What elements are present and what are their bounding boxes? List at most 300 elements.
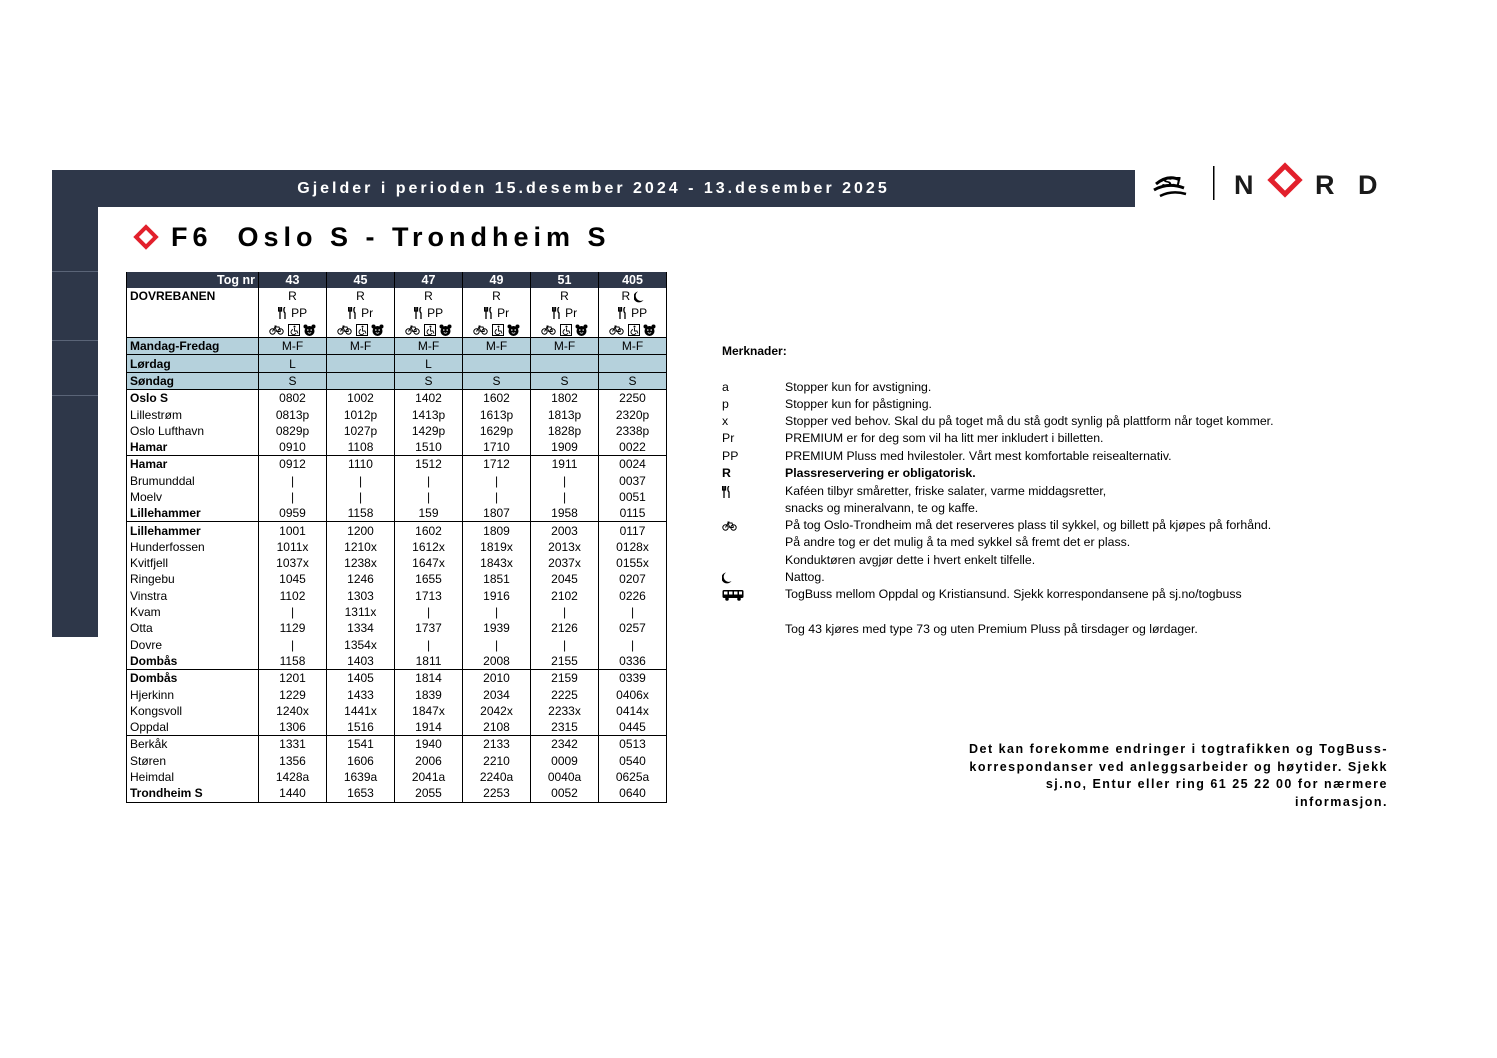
departure-time: 1428a	[259, 769, 327, 785]
disclaimer-line: Det kan forekomme endringer i togtrafikken og TogBuss-	[968, 742, 1388, 756]
station-name: Kvam	[127, 604, 259, 620]
departure-time: 1512	[395, 456, 463, 473]
route-title-text: F6 Oslo S - Trondheim S	[171, 221, 611, 252]
table-row	[127, 620, 667, 636]
departure-time: |	[531, 489, 599, 505]
departure-time: 1712	[463, 456, 531, 473]
days-value	[327, 355, 395, 372]
departure-time: 2102	[531, 588, 599, 604]
departure-time: 1001	[259, 522, 327, 539]
departure-time: 1710	[463, 439, 531, 456]
departure-time: 1939	[463, 620, 531, 636]
table-row	[127, 637, 667, 653]
class-cell	[531, 305, 599, 321]
departure-time: |	[531, 473, 599, 489]
train-number: 405	[599, 272, 667, 288]
class-cell	[327, 305, 395, 321]
departure-time: 0912	[259, 456, 327, 473]
empty-cell	[127, 305, 259, 321]
departure-time: 0829p	[259, 423, 327, 439]
table-row	[127, 703, 667, 719]
departure-time: 1819x	[463, 539, 531, 555]
days-value: S	[599, 372, 667, 389]
table-row	[127, 555, 667, 571]
departure-time: 1102	[259, 588, 327, 604]
side-separator	[52, 340, 98, 341]
disclaimer-line: sj.no, Entur eller ring 61 25 22 00 for nærmere	[1045, 777, 1388, 791]
reservation-cell	[531, 288, 599, 304]
note-text: På andre tog er det mulig å ta med sykkel så fremt det er plass.	[785, 535, 1131, 549]
note-text: Plassreservering er obligatorisk.	[785, 466, 976, 480]
facility-row	[127, 321, 667, 338]
departure-time: |	[599, 637, 667, 653]
departure-time: 2037x	[531, 555, 599, 571]
departure-time: 1606	[327, 753, 395, 769]
table-row	[127, 753, 667, 769]
departure-time: 1807	[463, 505, 531, 522]
departure-time: 0640	[599, 785, 667, 802]
family-icon	[439, 322, 452, 336]
departure-time: 1909	[531, 439, 599, 456]
empty-cell	[127, 321, 259, 338]
note-key: R	[722, 466, 731, 480]
departure-time: 1602	[395, 522, 463, 539]
departure-time: 1602	[463, 390, 531, 407]
station-name: Berkåk	[127, 736, 259, 753]
departure-time: 1011x	[259, 539, 327, 555]
facility-cell	[599, 321, 667, 338]
departure-time: 1238x	[327, 555, 395, 571]
train-number: 45	[327, 272, 395, 288]
operating-days-row	[127, 355, 667, 372]
wheelchair-icon	[424, 322, 436, 336]
nord-diamond-icon	[1271, 166, 1299, 194]
departure-time: 2253	[463, 785, 531, 802]
departure-time: |	[531, 637, 599, 653]
class-code: PP	[427, 305, 444, 320]
departure-time: 2250	[599, 390, 667, 407]
departure-time: 0022	[599, 439, 667, 456]
departure-time: |	[327, 473, 395, 489]
departure-time: 1847x	[395, 703, 463, 719]
nord-wordmark	[1234, 166, 1378, 200]
departure-time: 0910	[259, 439, 327, 456]
family-icon	[371, 322, 384, 336]
station-name: Dovre	[127, 637, 259, 653]
departure-time: 1914	[395, 719, 463, 736]
station-name: Lillestrøm	[127, 406, 259, 422]
days-value	[327, 372, 395, 389]
departure-time: 1200	[327, 522, 395, 539]
reservation-cell	[327, 288, 395, 304]
departure-time: 1541	[327, 736, 395, 753]
days-value: M-F	[327, 338, 395, 355]
departure-time: 0959	[259, 505, 327, 522]
departure-time: |	[531, 604, 599, 620]
bicycle-icon	[609, 322, 624, 336]
svg-text:R: R	[1315, 170, 1335, 200]
departure-time: 1403	[327, 653, 395, 670]
table-row	[127, 670, 667, 687]
departure-time: 1158	[327, 505, 395, 522]
note-text: snacks og mineralvann, te og kaffe.	[785, 501, 979, 515]
departure-time: 2034	[463, 686, 531, 702]
table-row	[127, 423, 667, 439]
departure-time: |	[259, 489, 327, 505]
table-row	[127, 489, 667, 505]
days-label: Lørdag	[127, 355, 259, 372]
moon-icon	[634, 289, 644, 303]
facility-cell	[327, 321, 395, 338]
reservation-code: R	[621, 289, 631, 304]
departure-time: 2041a	[395, 769, 463, 785]
restaurant-icon	[552, 306, 562, 320]
wheelchair-icon	[628, 322, 640, 336]
departure-time: 1402	[395, 390, 463, 407]
station-name: Kvitfjell	[127, 555, 259, 571]
departure-time: 1045	[259, 571, 327, 587]
bicycle-icon	[541, 322, 556, 336]
class-code: PP	[291, 305, 308, 320]
departure-time: 1334	[327, 620, 395, 636]
train-number: 47	[395, 272, 463, 288]
restaurant-icon	[348, 306, 358, 320]
operating-days-row	[127, 372, 667, 389]
departure-time: 1814	[395, 670, 463, 687]
departure-time: 1246	[327, 571, 395, 587]
departure-time: 2126	[531, 620, 599, 636]
departure-time: |	[259, 473, 327, 489]
table-row	[127, 719, 667, 736]
departure-time: 0052	[531, 785, 599, 802]
departure-time: 159	[395, 505, 463, 522]
train-number: 43	[259, 272, 327, 288]
departure-time: 1441x	[327, 703, 395, 719]
days-value: S	[259, 372, 327, 389]
departure-time: 1429p	[395, 423, 463, 439]
days-value	[463, 355, 531, 372]
departure-time: 1354x	[327, 637, 395, 653]
days-label: Mandag-Fredag	[127, 338, 259, 355]
departure-time: 0226	[599, 588, 667, 604]
departure-time: 2133	[463, 736, 531, 753]
departure-time: 1612x	[395, 539, 463, 555]
station-name: Lillehammer	[127, 505, 259, 522]
reservation-cell	[259, 288, 327, 304]
departure-time: 1713	[395, 588, 463, 604]
station-name: Dombås	[127, 670, 259, 687]
family-icon	[643, 322, 656, 336]
train-number-row	[127, 272, 667, 288]
line-name: DOVREBANEN	[127, 288, 259, 304]
wheelchair-icon	[356, 322, 368, 336]
family-icon	[507, 322, 520, 336]
departure-time: 2006	[395, 753, 463, 769]
note-text: PREMIUM Pluss med hvilestoler. Vårt mest komfortable reisealternativ.	[785, 449, 1172, 463]
route-title	[133, 219, 611, 255]
departure-time: 2338p	[599, 423, 667, 439]
departure-time: 0336	[599, 653, 667, 670]
class-code: Pr	[565, 305, 578, 320]
departure-time: 1655	[395, 571, 463, 587]
departure-time: 2010	[463, 670, 531, 687]
wheelchair-icon	[492, 322, 504, 336]
departure-time: 0117	[599, 522, 667, 539]
table-row	[127, 390, 667, 407]
table-row	[127, 686, 667, 702]
train-number: 51	[531, 272, 599, 288]
departure-time: 0414x	[599, 703, 667, 719]
departure-time: |	[395, 637, 463, 653]
family-icon	[575, 322, 588, 336]
sj-logo-mark	[1154, 174, 1186, 196]
reservation-cell	[599, 288, 667, 304]
departure-time: 0051	[599, 489, 667, 505]
departure-time: 0115	[599, 505, 667, 522]
restaurant-icon	[414, 306, 424, 320]
class-cell	[395, 305, 463, 321]
departure-time: 0128x	[599, 539, 667, 555]
departure-time: |	[395, 473, 463, 489]
days-value: M-F	[259, 338, 327, 355]
bicycle-icon	[337, 322, 352, 336]
departure-time: 2342	[531, 736, 599, 753]
station-name: Hjerkinn	[127, 686, 259, 702]
station-name: Lillehammer	[127, 522, 259, 539]
departure-time: 2320p	[599, 406, 667, 422]
days-value: S	[463, 372, 531, 389]
wheelchair-icon	[560, 322, 572, 336]
departure-time: 2008	[463, 653, 531, 670]
departure-time: 2003	[531, 522, 599, 539]
departure-time: 1158	[259, 653, 327, 670]
table-row	[127, 653, 667, 670]
departure-time: 1110	[327, 456, 395, 473]
note-text: PREMIUM er for deg som vil ha litt mer inkludert i billetten.	[785, 431, 1104, 445]
reservation-code: R	[492, 289, 501, 304]
table-row	[127, 522, 667, 539]
reservation-code: R	[560, 289, 569, 304]
departure-time: 0257	[599, 620, 667, 636]
station-name: Trondheim S	[127, 785, 259, 802]
disclaimer	[880, 741, 1388, 811]
facility-cell	[463, 321, 531, 338]
station-name: Otta	[127, 620, 259, 636]
departure-time: 2155	[531, 653, 599, 670]
reservation-cell	[463, 288, 531, 304]
departure-time: 0207	[599, 571, 667, 587]
side-separator	[52, 271, 98, 272]
wheelchair-icon	[288, 322, 300, 336]
note-text: Nattog.	[785, 570, 825, 584]
svg-text:SJ: SJ	[1162, 174, 1181, 191]
departure-time: 1613p	[463, 406, 531, 422]
departure-time: 2013x	[531, 539, 599, 555]
station-name: Dombås	[127, 653, 259, 670]
departure-time: 1958	[531, 505, 599, 522]
facility-cell	[259, 321, 327, 338]
departure-time: 1737	[395, 620, 463, 636]
restaurant-icon	[722, 484, 732, 498]
table-row	[127, 505, 667, 522]
departure-time: 1802	[531, 390, 599, 407]
days-value	[531, 355, 599, 372]
departure-time: 1229	[259, 686, 327, 702]
table-row	[127, 456, 667, 473]
days-value: M-F	[531, 338, 599, 355]
station-name: Heimdal	[127, 769, 259, 785]
departure-time: 1653	[327, 785, 395, 802]
departure-time: |	[259, 604, 327, 620]
departure-time: 1851	[463, 571, 531, 587]
departure-time: 1440	[259, 785, 327, 802]
departure-time: |	[395, 489, 463, 505]
departure-time: 0513	[599, 736, 667, 753]
departure-time: 1027p	[327, 423, 395, 439]
station-name: Vinstra	[127, 588, 259, 604]
table-row	[127, 571, 667, 587]
departure-time: 1303	[327, 588, 395, 604]
departure-time: 1639a	[327, 769, 395, 785]
departure-time: 0625a	[599, 769, 667, 785]
days-value	[599, 355, 667, 372]
departure-time: 1012p	[327, 406, 395, 422]
note-text: TogBuss mellom Oppdal og Kristiansund. Sjekk korrespondansene på sj.no/togbuss	[785, 587, 1242, 601]
bus-icon	[722, 587, 744, 601]
reservation-code: R	[356, 289, 365, 304]
nord-diamond-icon	[133, 224, 159, 250]
validity-text: Gjelder i perioden 15.desember 2024 - 13.desember 2025	[297, 179, 890, 197]
station-name: Hamar	[127, 439, 259, 456]
timetable	[126, 272, 667, 803]
departure-time: 1813p	[531, 406, 599, 422]
departure-time: 0040a	[531, 769, 599, 785]
note-text: Stopper ved behov. Skal du på toget må du stå godt synlig på plattform når toget kommer.	[785, 414, 1274, 428]
station-name: Hunderfossen	[127, 539, 259, 555]
table-row	[127, 785, 667, 802]
class-cell	[259, 305, 327, 321]
departure-time: 1108	[327, 439, 395, 456]
departure-time: |	[463, 473, 531, 489]
table-row	[127, 439, 667, 456]
departure-time: 0540	[599, 753, 667, 769]
station-name: Brumunddal	[127, 473, 259, 489]
sj-nord-logo	[1150, 160, 1420, 208]
days-value: S	[531, 372, 599, 389]
departure-time: 1647x	[395, 555, 463, 571]
station-name: Ringebu	[127, 571, 259, 587]
bicycle-icon	[269, 322, 284, 336]
departure-time: 1839	[395, 686, 463, 702]
disclaimer-line: informasjon.	[1294, 794, 1388, 809]
departure-time: 1037x	[259, 555, 327, 571]
departure-time: 1510	[395, 439, 463, 456]
days-value: L	[395, 355, 463, 372]
class-row	[127, 305, 667, 321]
departure-time: 1629p	[463, 423, 531, 439]
departure-time: 1210x	[327, 539, 395, 555]
reservation-row	[127, 288, 667, 304]
bicycle-icon	[405, 322, 420, 336]
departure-time: 1911	[531, 456, 599, 473]
departure-time: |	[395, 604, 463, 620]
class-cell	[599, 305, 667, 321]
moon-icon	[722, 570, 732, 584]
station-name: Kongsvoll	[127, 703, 259, 719]
note-key: Pr	[722, 431, 735, 445]
table-row	[127, 473, 667, 489]
class-cell	[463, 305, 531, 321]
departure-time: |	[463, 489, 531, 505]
departure-time: 1413p	[395, 406, 463, 422]
departure-time: 1843x	[463, 555, 531, 571]
departure-time: 1433	[327, 686, 395, 702]
departure-time: 2108	[463, 719, 531, 736]
days-value: L	[259, 355, 327, 372]
disclaimer-line: korrespondanser ved anleggsarbeider og høytider. Sjekk	[969, 759, 1388, 774]
station-name: Oslo S	[127, 390, 259, 407]
facility-cell	[531, 321, 599, 338]
departure-time: 0009	[531, 753, 599, 769]
station-name: Oppdal	[127, 719, 259, 736]
table-row	[127, 769, 667, 785]
station-name: Hamar	[127, 456, 259, 473]
class-code: Pr	[497, 305, 510, 320]
svg-text:D: D	[1358, 170, 1378, 200]
departure-time: 2045	[531, 571, 599, 587]
class-code: Pr	[361, 305, 374, 320]
days-value: M-F	[395, 338, 463, 355]
departure-time: 0802	[259, 390, 327, 407]
table-row	[127, 588, 667, 604]
days-value: M-F	[599, 338, 667, 355]
note-text: Kaféen tilbyr småretter, friske salater, varme middagsretter,	[785, 484, 1107, 498]
note-text: Stopper kun for påstigning.	[785, 397, 932, 411]
side-separator	[52, 395, 98, 396]
departure-time: 1331	[259, 736, 327, 753]
restaurant-icon	[484, 306, 494, 320]
departure-time: 1201	[259, 670, 327, 687]
bicycle-icon	[722, 518, 737, 532]
note-text: Konduktøren avgjør dette i hvert enkelt tilfelle.	[785, 553, 1036, 567]
station-name: Støren	[127, 753, 259, 769]
departure-time: 2225	[531, 686, 599, 702]
departure-time: 1306	[259, 719, 327, 736]
departure-time: 0339	[599, 670, 667, 687]
departure-time: |	[259, 637, 327, 653]
svg-text:N: N	[1234, 170, 1254, 200]
train-number-label: Tog nr	[127, 272, 259, 288]
departure-time: |	[599, 604, 667, 620]
class-code: PP	[631, 305, 648, 320]
reservation-code: R	[288, 289, 297, 304]
departure-time: |	[327, 489, 395, 505]
departure-time: 0445	[599, 719, 667, 736]
validity-banner	[52, 170, 1135, 207]
departure-time: 2042x	[463, 703, 531, 719]
departure-time: 0406x	[599, 686, 667, 702]
note-key: x	[722, 414, 729, 428]
notes-title: Merknader:	[722, 344, 787, 358]
reservation-cell	[395, 288, 463, 304]
days-label: Søndag	[127, 372, 259, 389]
reservation-code: R	[424, 289, 433, 304]
note-text: På tog Oslo-Trondheim må det reserveres plass til sykkel, og billett på kjøpes på forhånd.	[785, 518, 1272, 532]
bicycle-icon	[473, 322, 488, 336]
table-row	[127, 736, 667, 753]
departure-time: 1828p	[531, 423, 599, 439]
departure-time: 2233x	[531, 703, 599, 719]
